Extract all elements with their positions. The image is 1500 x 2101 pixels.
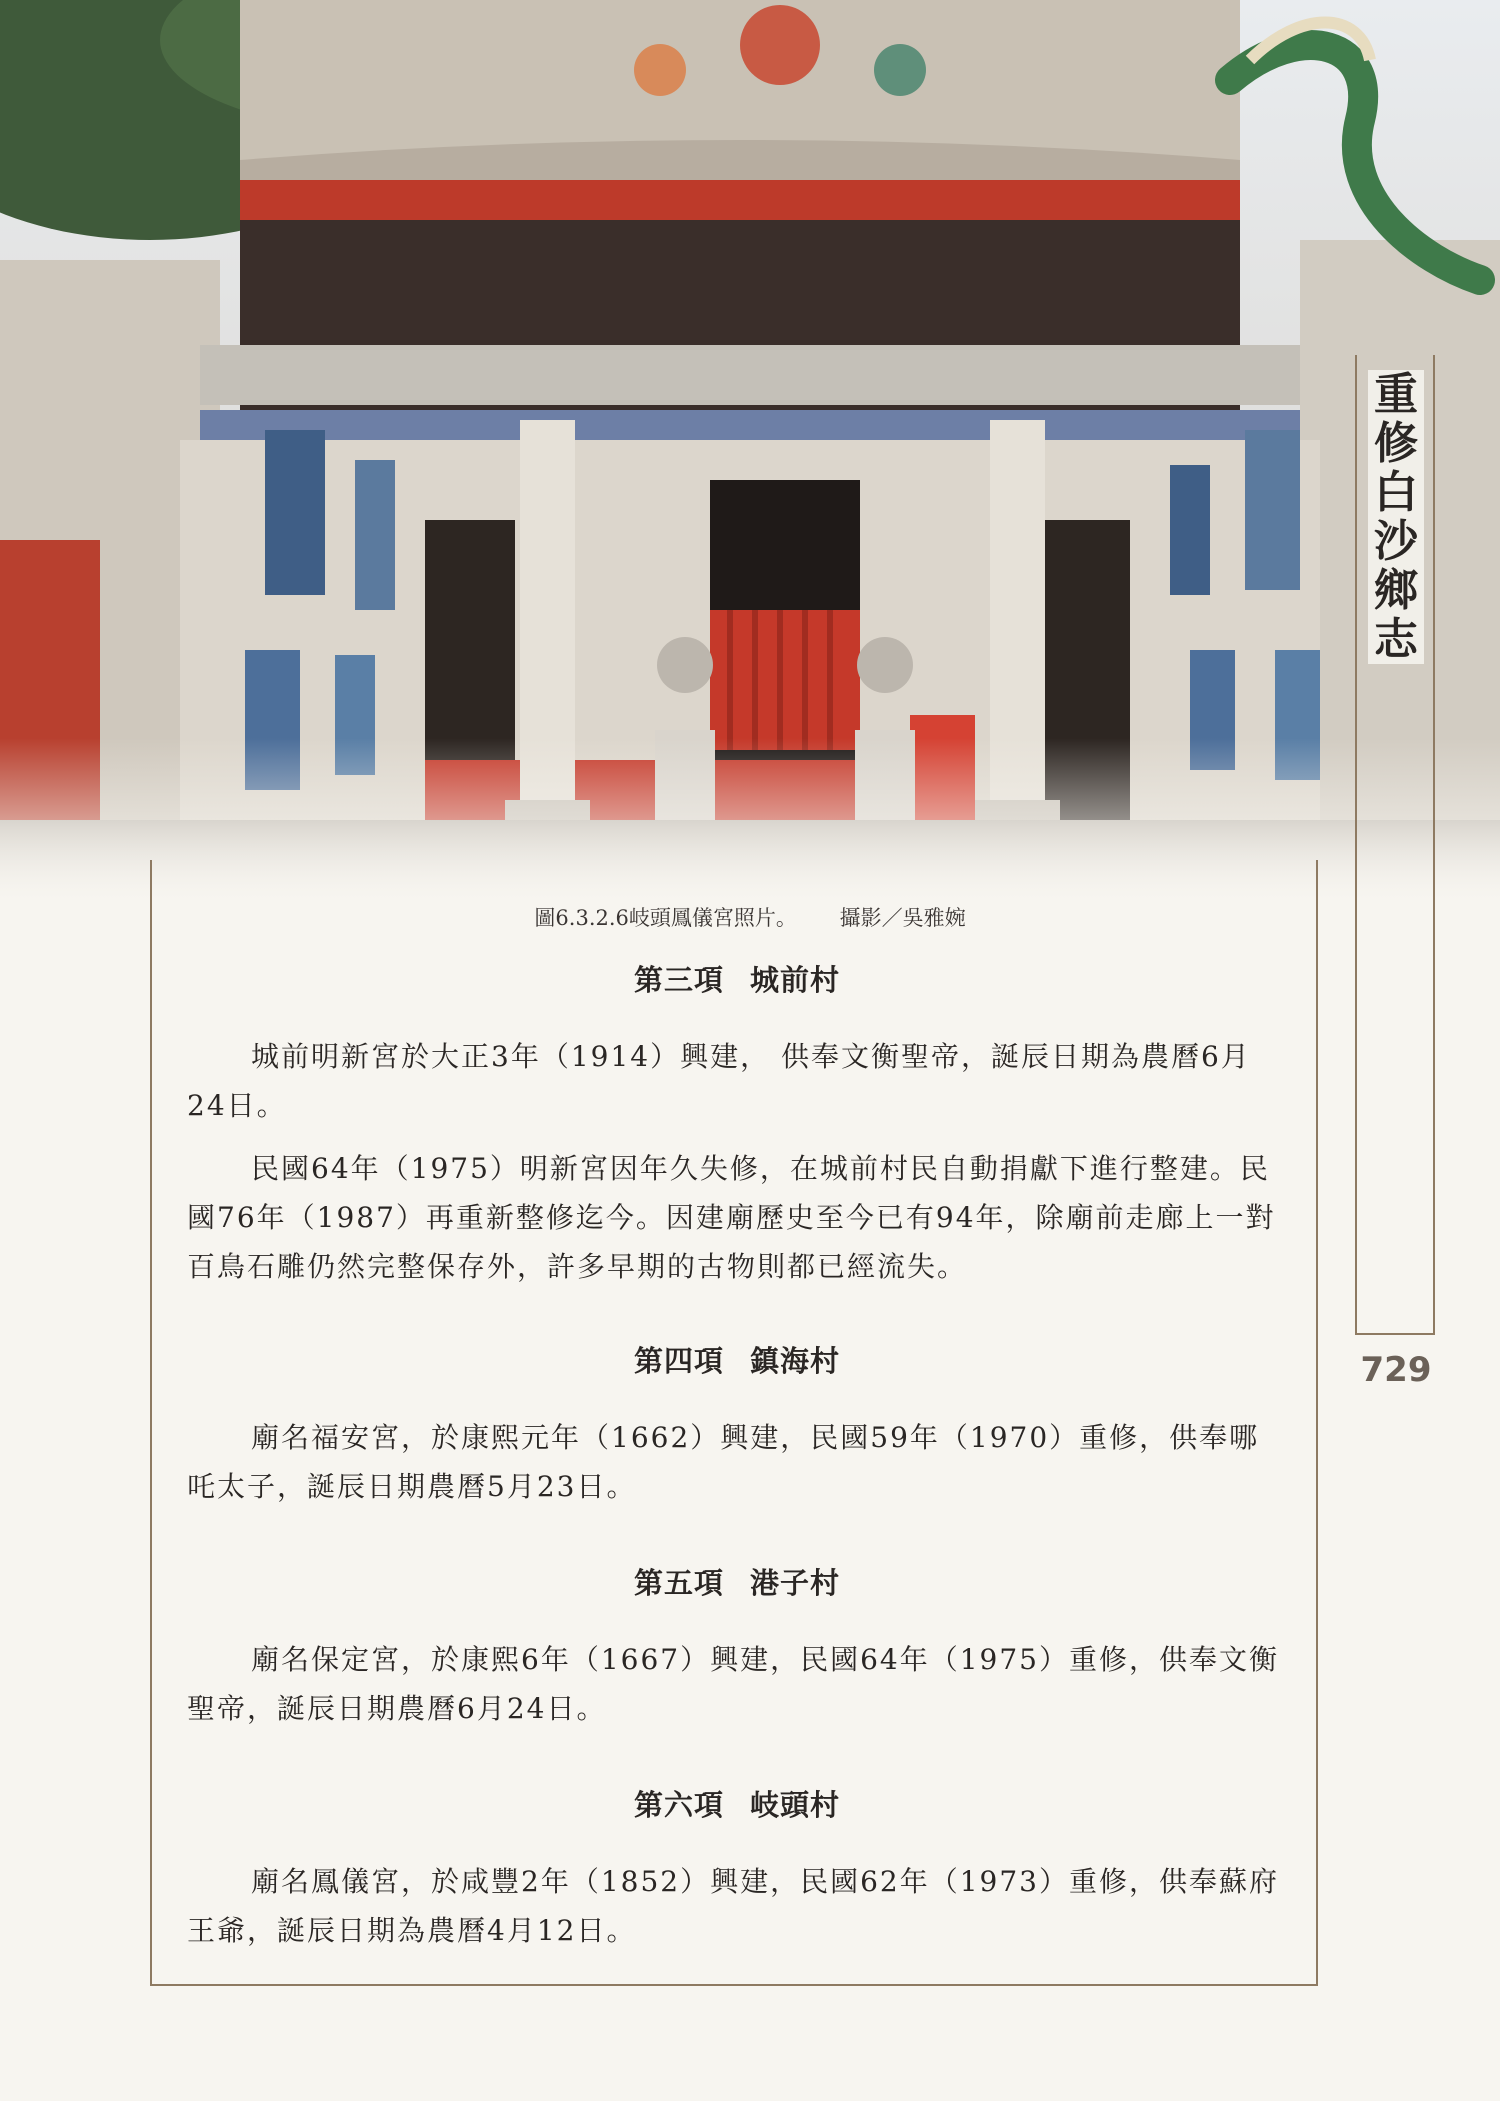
book-title-vertical <box>1368 370 1424 664</box>
section-number: 第五項 <box>633 1566 724 1600</box>
section <box>187 1331 1287 1511</box>
caption-credit: 攝影／吳雅婉 <box>839 906 966 930</box>
temple-photo <box>0 0 1500 900</box>
paragraph: 廟名保定宮，於康熙6年（1667）興建，民國64年（1975）重修，供奉文衡聖帝，誕辰日期農曆6月24日。 <box>187 1643 1279 1725</box>
section-heading <box>187 1331 1287 1391</box>
paragraph: 廟名鳳儀宮，於咸豐2年（1852）興建，民國62年（1973）重修，供奉蘇府王爺，誕辰日期為農曆4月12日。 <box>187 1865 1279 1947</box>
section-name: 城前村 <box>750 963 841 997</box>
photo-caption <box>0 902 1500 932</box>
page-number: 729 <box>1360 1350 1432 1390</box>
section <box>187 1775 1287 1955</box>
section-heading <box>187 1775 1287 1835</box>
section-heading <box>187 1553 1287 1613</box>
section-number: 第四項 <box>633 1344 724 1378</box>
book-title-char: 鄉 <box>1374 565 1418 616</box>
section-name: 港子村 <box>750 1566 841 1600</box>
caption-figure: 圖6.3.2.6岐頭鳳儀宮照片。 <box>534 906 797 930</box>
section-name: 鎮海村 <box>750 1344 841 1378</box>
paragraph: 民國64年（1975）明新宮因年久失修，在城前村民自動捐獻下進行整建。民國76年（1987）再重新整修迄今。因建廟歷史至今已有94年，除廟前走廊上一對百鳥石雕仍然完整保存外，許多早期的古物則都已經流失。 <box>187 1152 1276 1283</box>
paragraph: 城前明新宮於大正3年（1914）興建， 供奉文衡聖帝，誕辰日期為農曆6月24日。 <box>187 1040 1251 1122</box>
book-title-char: 白 <box>1374 467 1418 518</box>
section-number: 第三項 <box>633 963 724 997</box>
section <box>187 1553 1287 1733</box>
book-title-char: 修 <box>1374 418 1418 469</box>
book-title-char: 重 <box>1374 369 1418 420</box>
section <box>187 950 1287 1291</box>
book-title-char: 沙 <box>1374 516 1418 567</box>
book-title-char: 志 <box>1374 614 1418 665</box>
section-name: 岐頭村 <box>750 1788 841 1822</box>
article-body <box>187 950 1287 1955</box>
paragraph: 廟名福安宮，於康熙元年（1662）興建，民國59年（1970）重修，供奉哪吒太子，誕辰日期農曆5月23日。 <box>187 1421 1260 1503</box>
section-number: 第六項 <box>633 1788 724 1822</box>
section-heading <box>187 950 1287 1010</box>
